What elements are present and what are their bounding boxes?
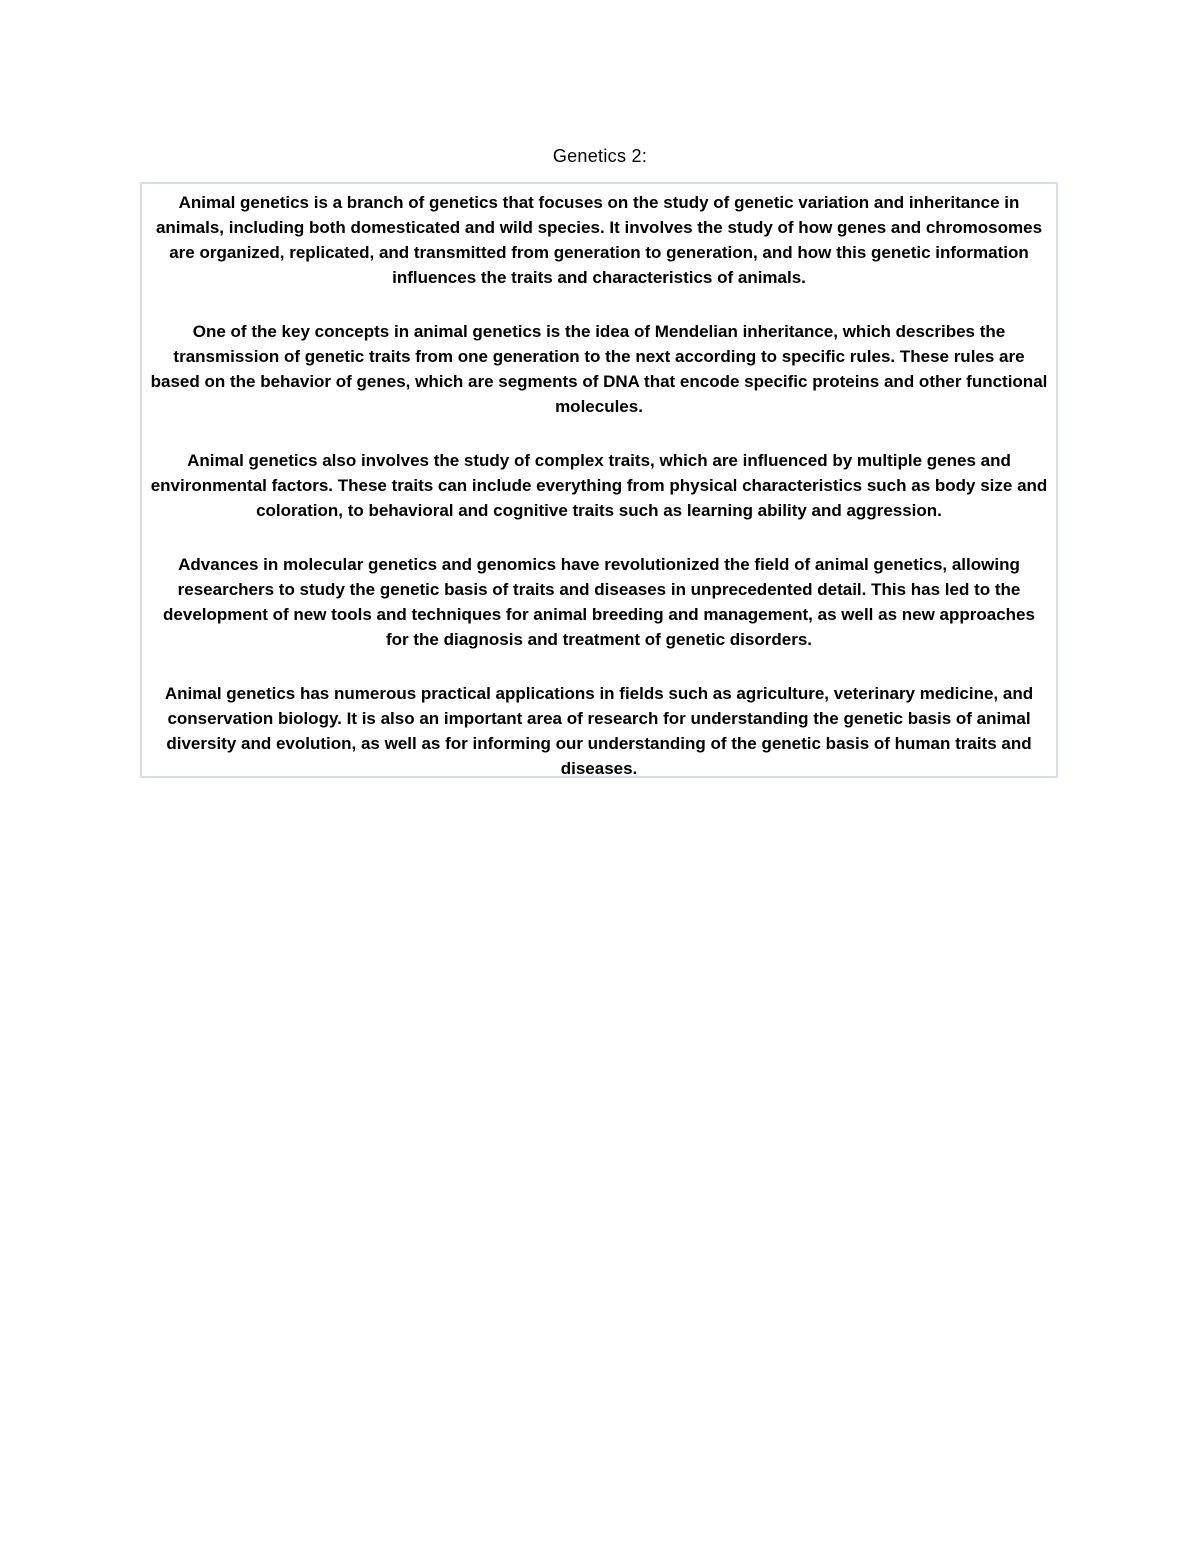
text-box — [140, 182, 1058, 778]
document-title: Genetics 2: — [552, 146, 648, 166]
paragraph-mendelian-inheritance: One of the key concepts in animal genetics is the idea of Mendelian inheritance, which describes the transmission of genetic traits from one generation to the next according to specific rules. These rules are based on the behavior of genes, which are segments of DNA that encode specific proteins and other functional molecules. — [150, 322, 1048, 416]
paragraph-complex-traits: Animal genetics also involves the study of complex traits, which are influenced by multiple genes and environmental factors. These traits can include everything from physical characteristics such as body size and coloration, to behavioral and cognitive traits such as learning ability and aggression. — [150, 451, 1048, 520]
paragraph-molecular-advances: Advances in molecular genetics and genomics have revolutionized the field of animal genetics, allowing researchers to study the genetic basis of traits and diseases in unprecedented detail. This has led to the development of new tools and techniques for animal breeding and management, as well as new approaches for the diagnosis and treatment of genetic disorders. — [163, 555, 1035, 649]
paragraph-intro: Animal genetics is a branch of genetics that focuses on the study of genetic variation and inheritance in animals, including both domesticated and wild species. It involves the study of how genes and chromosomes are organized, replicated, and transmitted from generation to generation, and how this genetic information influences the traits and characteristics of animals. — [155, 193, 1043, 287]
paragraph-applications: Animal genetics has numerous practical applications in fields such as agriculture, veterinary medicine, and conservation biology. It is also an important area of research for understanding the genetic basis of animal diversity and evolution, as well as for informing our understanding of the genetic basis of human traits and diseases. — [164, 684, 1034, 778]
